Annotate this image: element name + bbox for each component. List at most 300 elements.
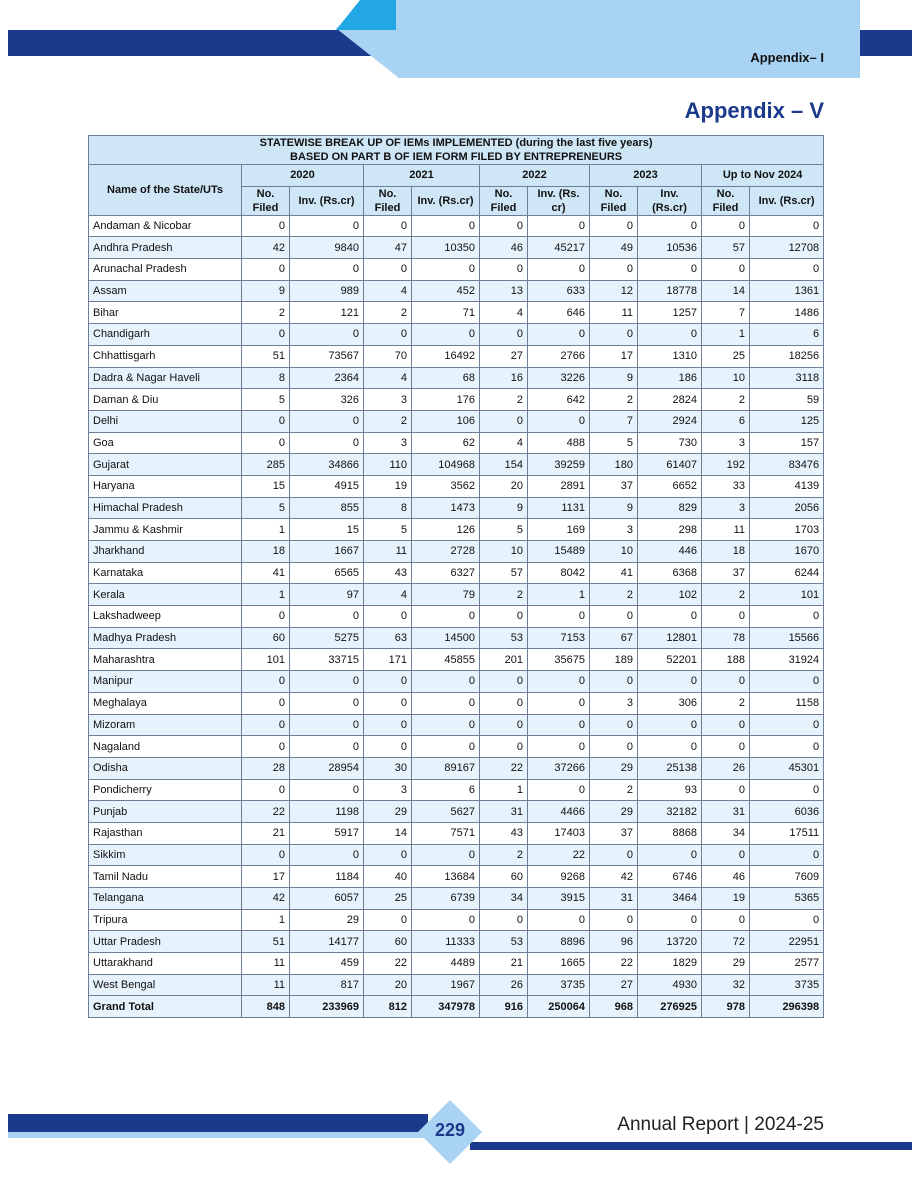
value-cell: 2 [702, 584, 750, 606]
value-cell: 73567 [290, 345, 364, 367]
value-cell: 0 [590, 606, 638, 628]
value-cell: 2 [480, 584, 528, 606]
value-cell: 2577 [750, 953, 824, 975]
value-cell: 59 [750, 389, 824, 411]
value-cell: 1184 [290, 866, 364, 888]
table-row [89, 519, 824, 541]
table-row [89, 410, 824, 432]
value-cell: 0 [528, 736, 590, 758]
value-cell: 18256 [750, 345, 824, 367]
value-cell: 22 [242, 801, 290, 823]
state-name-cell: Sikkim [89, 844, 242, 866]
value-cell: 1667 [290, 541, 364, 563]
sub-header: Inv. (Rs. cr) [528, 186, 590, 215]
table-body [89, 215, 824, 1017]
value-cell: 21 [242, 822, 290, 844]
value-cell: 61407 [638, 454, 702, 476]
value-cell: 9 [242, 280, 290, 302]
value-cell: 32182 [638, 801, 702, 823]
value-cell: 11 [242, 974, 290, 996]
value-cell: 60 [242, 627, 290, 649]
value-cell: 1665 [528, 953, 590, 975]
year-header: 2020 [242, 165, 364, 187]
value-cell: 31 [590, 888, 638, 910]
value-cell: 12801 [638, 627, 702, 649]
value-cell: 0 [364, 909, 412, 931]
value-cell: 3 [364, 779, 412, 801]
value-cell: 0 [590, 909, 638, 931]
sub-header: Inv. (Rs.cr) [290, 186, 364, 215]
value-cell: 1473 [412, 497, 480, 519]
value-cell: 0 [638, 671, 702, 693]
state-name-cell: Lakshadweep [89, 606, 242, 628]
value-cell: 7571 [412, 822, 480, 844]
value-cell: 488 [528, 432, 590, 454]
sub-header: Inv. (Rs.cr) [412, 186, 480, 215]
value-cell: 27 [590, 974, 638, 996]
value-cell: 2924 [638, 410, 702, 432]
value-cell: 31 [480, 801, 528, 823]
value-cell: 0 [412, 844, 480, 866]
state-name-cell: Jammu & Kashmir [89, 519, 242, 541]
state-name-cell: Arunachal Pradesh [89, 259, 242, 281]
value-cell: 5 [242, 497, 290, 519]
table-row [89, 541, 824, 563]
value-cell: 0 [290, 432, 364, 454]
value-cell: 14500 [412, 627, 480, 649]
value-cell: 347978 [412, 996, 480, 1018]
value-cell: 37 [590, 475, 638, 497]
value-cell: 11333 [412, 931, 480, 953]
value-cell: 0 [290, 259, 364, 281]
value-cell: 2 [590, 779, 638, 801]
value-cell: 4 [364, 280, 412, 302]
value-cell: 0 [702, 779, 750, 801]
value-cell: 7609 [750, 866, 824, 888]
value-cell: 0 [480, 692, 528, 714]
value-cell: 49 [590, 237, 638, 259]
value-cell: 812 [364, 996, 412, 1018]
value-cell: 0 [702, 606, 750, 628]
value-cell: 0 [290, 324, 364, 346]
value-cell: 633 [528, 280, 590, 302]
value-cell: 10536 [638, 237, 702, 259]
value-cell: 0 [528, 909, 590, 931]
value-cell: 0 [528, 410, 590, 432]
value-cell: 5 [242, 389, 290, 411]
value-cell: 0 [528, 714, 590, 736]
value-cell: 829 [638, 497, 702, 519]
table-row [89, 345, 824, 367]
table-row [89, 714, 824, 736]
value-cell: 121 [290, 302, 364, 324]
state-name-cell: Manipur [89, 671, 242, 693]
value-cell: 72 [702, 931, 750, 953]
value-cell: 5275 [290, 627, 364, 649]
value-cell: 31 [702, 801, 750, 823]
value-cell: 13684 [412, 866, 480, 888]
table-row [89, 671, 824, 693]
value-cell: 22 [528, 844, 590, 866]
table-row [89, 627, 824, 649]
value-cell: 6244 [750, 562, 824, 584]
table-row [89, 389, 824, 411]
value-cell: 37 [702, 562, 750, 584]
value-cell: 276925 [638, 996, 702, 1018]
value-cell: 3915 [528, 888, 590, 910]
state-name-cell: Kerala [89, 584, 242, 606]
value-cell: 33 [702, 475, 750, 497]
value-cell: 53 [480, 627, 528, 649]
value-cell: 0 [750, 909, 824, 931]
value-cell: 0 [702, 736, 750, 758]
value-cell: 2891 [528, 475, 590, 497]
value-cell: 296398 [750, 996, 824, 1018]
value-cell: 2 [590, 584, 638, 606]
state-name-cell: Himachal Pradesh [89, 497, 242, 519]
value-cell: 2728 [412, 541, 480, 563]
value-cell: 0 [364, 736, 412, 758]
value-cell: 2 [364, 410, 412, 432]
value-cell: 67 [590, 627, 638, 649]
bottom-decor-band-right [470, 1142, 912, 1150]
value-cell: 0 [480, 736, 528, 758]
value-cell: 3118 [750, 367, 824, 389]
value-cell: 0 [750, 714, 824, 736]
value-cell: 8868 [638, 822, 702, 844]
value-cell: 5917 [290, 822, 364, 844]
value-cell: 1829 [638, 953, 702, 975]
table-row [89, 606, 824, 628]
value-cell: 13720 [638, 931, 702, 953]
value-cell: 5627 [412, 801, 480, 823]
value-cell: 0 [638, 606, 702, 628]
state-name-cell: Tamil Nadu [89, 866, 242, 888]
value-cell: 0 [364, 215, 412, 237]
state-name-cell: Goa [89, 432, 242, 454]
value-cell: 4930 [638, 974, 702, 996]
value-cell: 5365 [750, 888, 824, 910]
state-name-cell: Tripura [89, 909, 242, 931]
table-row [89, 888, 824, 910]
value-cell: 4 [364, 584, 412, 606]
section-label: Appendix– I [750, 50, 824, 65]
value-cell: 3735 [750, 974, 824, 996]
value-cell: 0 [528, 692, 590, 714]
state-name-cell: Karnataka [89, 562, 242, 584]
value-cell: 4139 [750, 475, 824, 497]
value-cell: 1 [242, 584, 290, 606]
state-name-cell: Dadra & Nagar Haveli [89, 367, 242, 389]
value-cell: 1310 [638, 345, 702, 367]
table-row [89, 909, 824, 931]
bottom-decor-band-left [8, 1114, 428, 1132]
value-cell: 0 [702, 215, 750, 237]
value-cell: 0 [590, 215, 638, 237]
value-cell: 0 [364, 692, 412, 714]
value-cell: 0 [242, 215, 290, 237]
value-cell: 0 [364, 606, 412, 628]
value-cell: 93 [638, 779, 702, 801]
value-cell: 2056 [750, 497, 824, 519]
value-cell: 11 [702, 519, 750, 541]
value-cell: 978 [702, 996, 750, 1018]
table-row [89, 757, 824, 779]
value-cell: 0 [750, 736, 824, 758]
table-row [89, 692, 824, 714]
value-cell: 0 [528, 215, 590, 237]
value-cell: 7 [590, 410, 638, 432]
value-cell: 0 [528, 606, 590, 628]
value-cell: 11 [364, 541, 412, 563]
state-name-cell: Andhra Pradesh [89, 237, 242, 259]
value-cell: 5 [480, 519, 528, 541]
value-cell: 40 [364, 866, 412, 888]
value-cell: 71 [412, 302, 480, 324]
value-cell: 6368 [638, 562, 702, 584]
value-cell: 0 [480, 215, 528, 237]
page-number: 229 [434, 1120, 466, 1140]
value-cell: 18 [242, 541, 290, 563]
value-cell: 189 [590, 649, 638, 671]
value-cell: 126 [412, 519, 480, 541]
state-name-cell: Telangana [89, 888, 242, 910]
value-cell: 60 [364, 931, 412, 953]
value-cell: 0 [702, 844, 750, 866]
value-cell: 968 [590, 996, 638, 1018]
value-cell: 19 [702, 888, 750, 910]
value-cell: 3 [590, 519, 638, 541]
value-cell: 0 [242, 606, 290, 628]
value-cell: 125 [750, 410, 824, 432]
top-decor-accent [336, 0, 396, 30]
value-cell: 51 [242, 931, 290, 953]
value-cell: 4 [480, 302, 528, 324]
value-cell: 7 [702, 302, 750, 324]
value-cell: 0 [290, 714, 364, 736]
caption-line-1: STATEWISE BREAK UP OF IEMs IMPLEMENTED (during the last five years) [259, 137, 653, 149]
value-cell: 2 [702, 389, 750, 411]
value-cell: 6565 [290, 562, 364, 584]
value-cell: 3 [590, 692, 638, 714]
value-cell: 0 [750, 779, 824, 801]
value-cell: 157 [750, 432, 824, 454]
value-cell: 97 [290, 584, 364, 606]
state-name-cell: Jharkhand [89, 541, 242, 563]
value-cell: 646 [528, 302, 590, 324]
value-cell: 47 [364, 237, 412, 259]
value-cell: 46 [702, 866, 750, 888]
value-cell: 3 [702, 497, 750, 519]
table-row [89, 259, 824, 281]
value-cell: 0 [638, 909, 702, 931]
value-cell: 0 [290, 606, 364, 628]
value-cell: 285 [242, 454, 290, 476]
year-header: 2023 [590, 165, 702, 187]
value-cell: 0 [480, 671, 528, 693]
value-cell: 6 [412, 779, 480, 801]
value-cell: 306 [638, 692, 702, 714]
value-cell: 642 [528, 389, 590, 411]
value-cell: 3 [364, 432, 412, 454]
value-cell: 1 [528, 584, 590, 606]
value-cell: 22 [480, 757, 528, 779]
value-cell: 26 [480, 974, 528, 996]
value-cell: 0 [528, 259, 590, 281]
value-cell: 0 [480, 410, 528, 432]
value-cell: 298 [638, 519, 702, 541]
value-cell: 20 [480, 475, 528, 497]
value-cell: 15 [290, 519, 364, 541]
table-row [89, 736, 824, 758]
table-row [89, 454, 824, 476]
value-cell: 9840 [290, 237, 364, 259]
value-cell: 101 [750, 584, 824, 606]
value-cell: 169 [528, 519, 590, 541]
value-cell: 45855 [412, 649, 480, 671]
value-cell: 326 [290, 389, 364, 411]
value-cell: 18778 [638, 280, 702, 302]
value-cell: 2824 [638, 389, 702, 411]
value-cell: 0 [638, 259, 702, 281]
value-cell: 0 [638, 324, 702, 346]
sub-header: Inv. (Rs.cr) [750, 186, 824, 215]
value-cell: 29 [364, 801, 412, 823]
value-cell: 916 [480, 996, 528, 1018]
value-cell: 63 [364, 627, 412, 649]
value-cell: 0 [412, 215, 480, 237]
sub-header: No. Filed [242, 186, 290, 215]
table-row [89, 584, 824, 606]
table-row [89, 649, 824, 671]
value-cell: 5 [590, 432, 638, 454]
value-cell: 1 [242, 519, 290, 541]
value-cell: 989 [290, 280, 364, 302]
table-row [89, 953, 824, 975]
state-name-cell: Uttarakhand [89, 953, 242, 975]
value-cell: 6327 [412, 562, 480, 584]
state-name-cell: Meghalaya [89, 692, 242, 714]
value-cell: 42 [242, 888, 290, 910]
value-cell: 233969 [290, 996, 364, 1018]
value-cell: 34866 [290, 454, 364, 476]
value-cell: 10 [480, 541, 528, 563]
value-cell: 0 [702, 714, 750, 736]
value-cell: 28 [242, 757, 290, 779]
value-cell: 45301 [750, 757, 824, 779]
state-name-cell: Gujarat [89, 454, 242, 476]
value-cell: 446 [638, 541, 702, 563]
value-cell: 0 [480, 324, 528, 346]
value-cell: 9 [480, 497, 528, 519]
value-cell: 0 [290, 215, 364, 237]
report-label: Annual Report | 2024-25 [617, 1114, 824, 1135]
value-cell: 17511 [750, 822, 824, 844]
sub-header: No. Filed [480, 186, 528, 215]
state-name-cell: Odisha [89, 757, 242, 779]
value-cell: 0 [364, 844, 412, 866]
value-cell: 9268 [528, 866, 590, 888]
value-cell: 0 [242, 324, 290, 346]
value-cell: 1361 [750, 280, 824, 302]
value-cell: 110 [364, 454, 412, 476]
value-cell: 2 [364, 302, 412, 324]
state-name-cell: Daman & Diu [89, 389, 242, 411]
table-row [89, 475, 824, 497]
table-row [89, 974, 824, 996]
value-cell: 0 [412, 259, 480, 281]
table-row [89, 280, 824, 302]
value-cell: 1967 [412, 974, 480, 996]
appendix-title: Appendix – V [684, 98, 824, 123]
state-name-cell: Punjab [89, 801, 242, 823]
table-row [89, 779, 824, 801]
value-cell: 10350 [412, 237, 480, 259]
caption-line-2: BASED ON PART B OF IEM FORM FILED BY ENTREPRENEURS [290, 151, 623, 163]
state-name-cell: Mizoram [89, 714, 242, 736]
value-cell: 1703 [750, 519, 824, 541]
value-cell: 0 [364, 714, 412, 736]
value-cell: 0 [528, 779, 590, 801]
value-cell: 22 [364, 953, 412, 975]
table-row [89, 302, 824, 324]
value-cell: 29 [590, 757, 638, 779]
value-cell: 11 [590, 302, 638, 324]
value-cell: 0 [242, 259, 290, 281]
value-cell: 0 [364, 324, 412, 346]
value-cell: 0 [638, 714, 702, 736]
value-cell: 0 [750, 671, 824, 693]
value-cell: 0 [290, 410, 364, 432]
value-cell: 60 [480, 866, 528, 888]
table-row [89, 931, 824, 953]
value-cell: 0 [290, 736, 364, 758]
value-cell: 17 [242, 866, 290, 888]
state-name-cell: Assam [89, 280, 242, 302]
value-cell: 0 [750, 606, 824, 628]
value-cell: 8 [242, 367, 290, 389]
year-header: Up to Nov 2024 [702, 165, 824, 187]
value-cell: 0 [590, 671, 638, 693]
value-cell: 7153 [528, 627, 590, 649]
value-cell: 45217 [528, 237, 590, 259]
value-cell: 83476 [750, 454, 824, 476]
value-cell: 0 [242, 410, 290, 432]
value-cell: 18 [702, 541, 750, 563]
table-row [89, 324, 824, 346]
value-cell: 51 [242, 345, 290, 367]
state-column-header: Name of the State/UTs [89, 165, 242, 216]
value-cell: 1158 [750, 692, 824, 714]
value-cell: 10 [702, 367, 750, 389]
value-cell: 0 [750, 259, 824, 281]
value-cell: 0 [590, 844, 638, 866]
value-cell: 1198 [290, 801, 364, 823]
value-cell: 0 [750, 215, 824, 237]
value-cell: 0 [364, 671, 412, 693]
table-row [89, 866, 824, 888]
value-cell: 0 [290, 779, 364, 801]
state-name-cell: Andaman & Nicobar [89, 215, 242, 237]
state-name-cell: Rajasthan [89, 822, 242, 844]
state-name-cell: Grand Total [89, 996, 242, 1018]
value-cell: 106 [412, 410, 480, 432]
value-cell: 2 [702, 692, 750, 714]
value-cell: 1670 [750, 541, 824, 563]
value-cell: 1 [242, 909, 290, 931]
value-cell: 0 [702, 259, 750, 281]
value-cell: 11 [242, 953, 290, 975]
